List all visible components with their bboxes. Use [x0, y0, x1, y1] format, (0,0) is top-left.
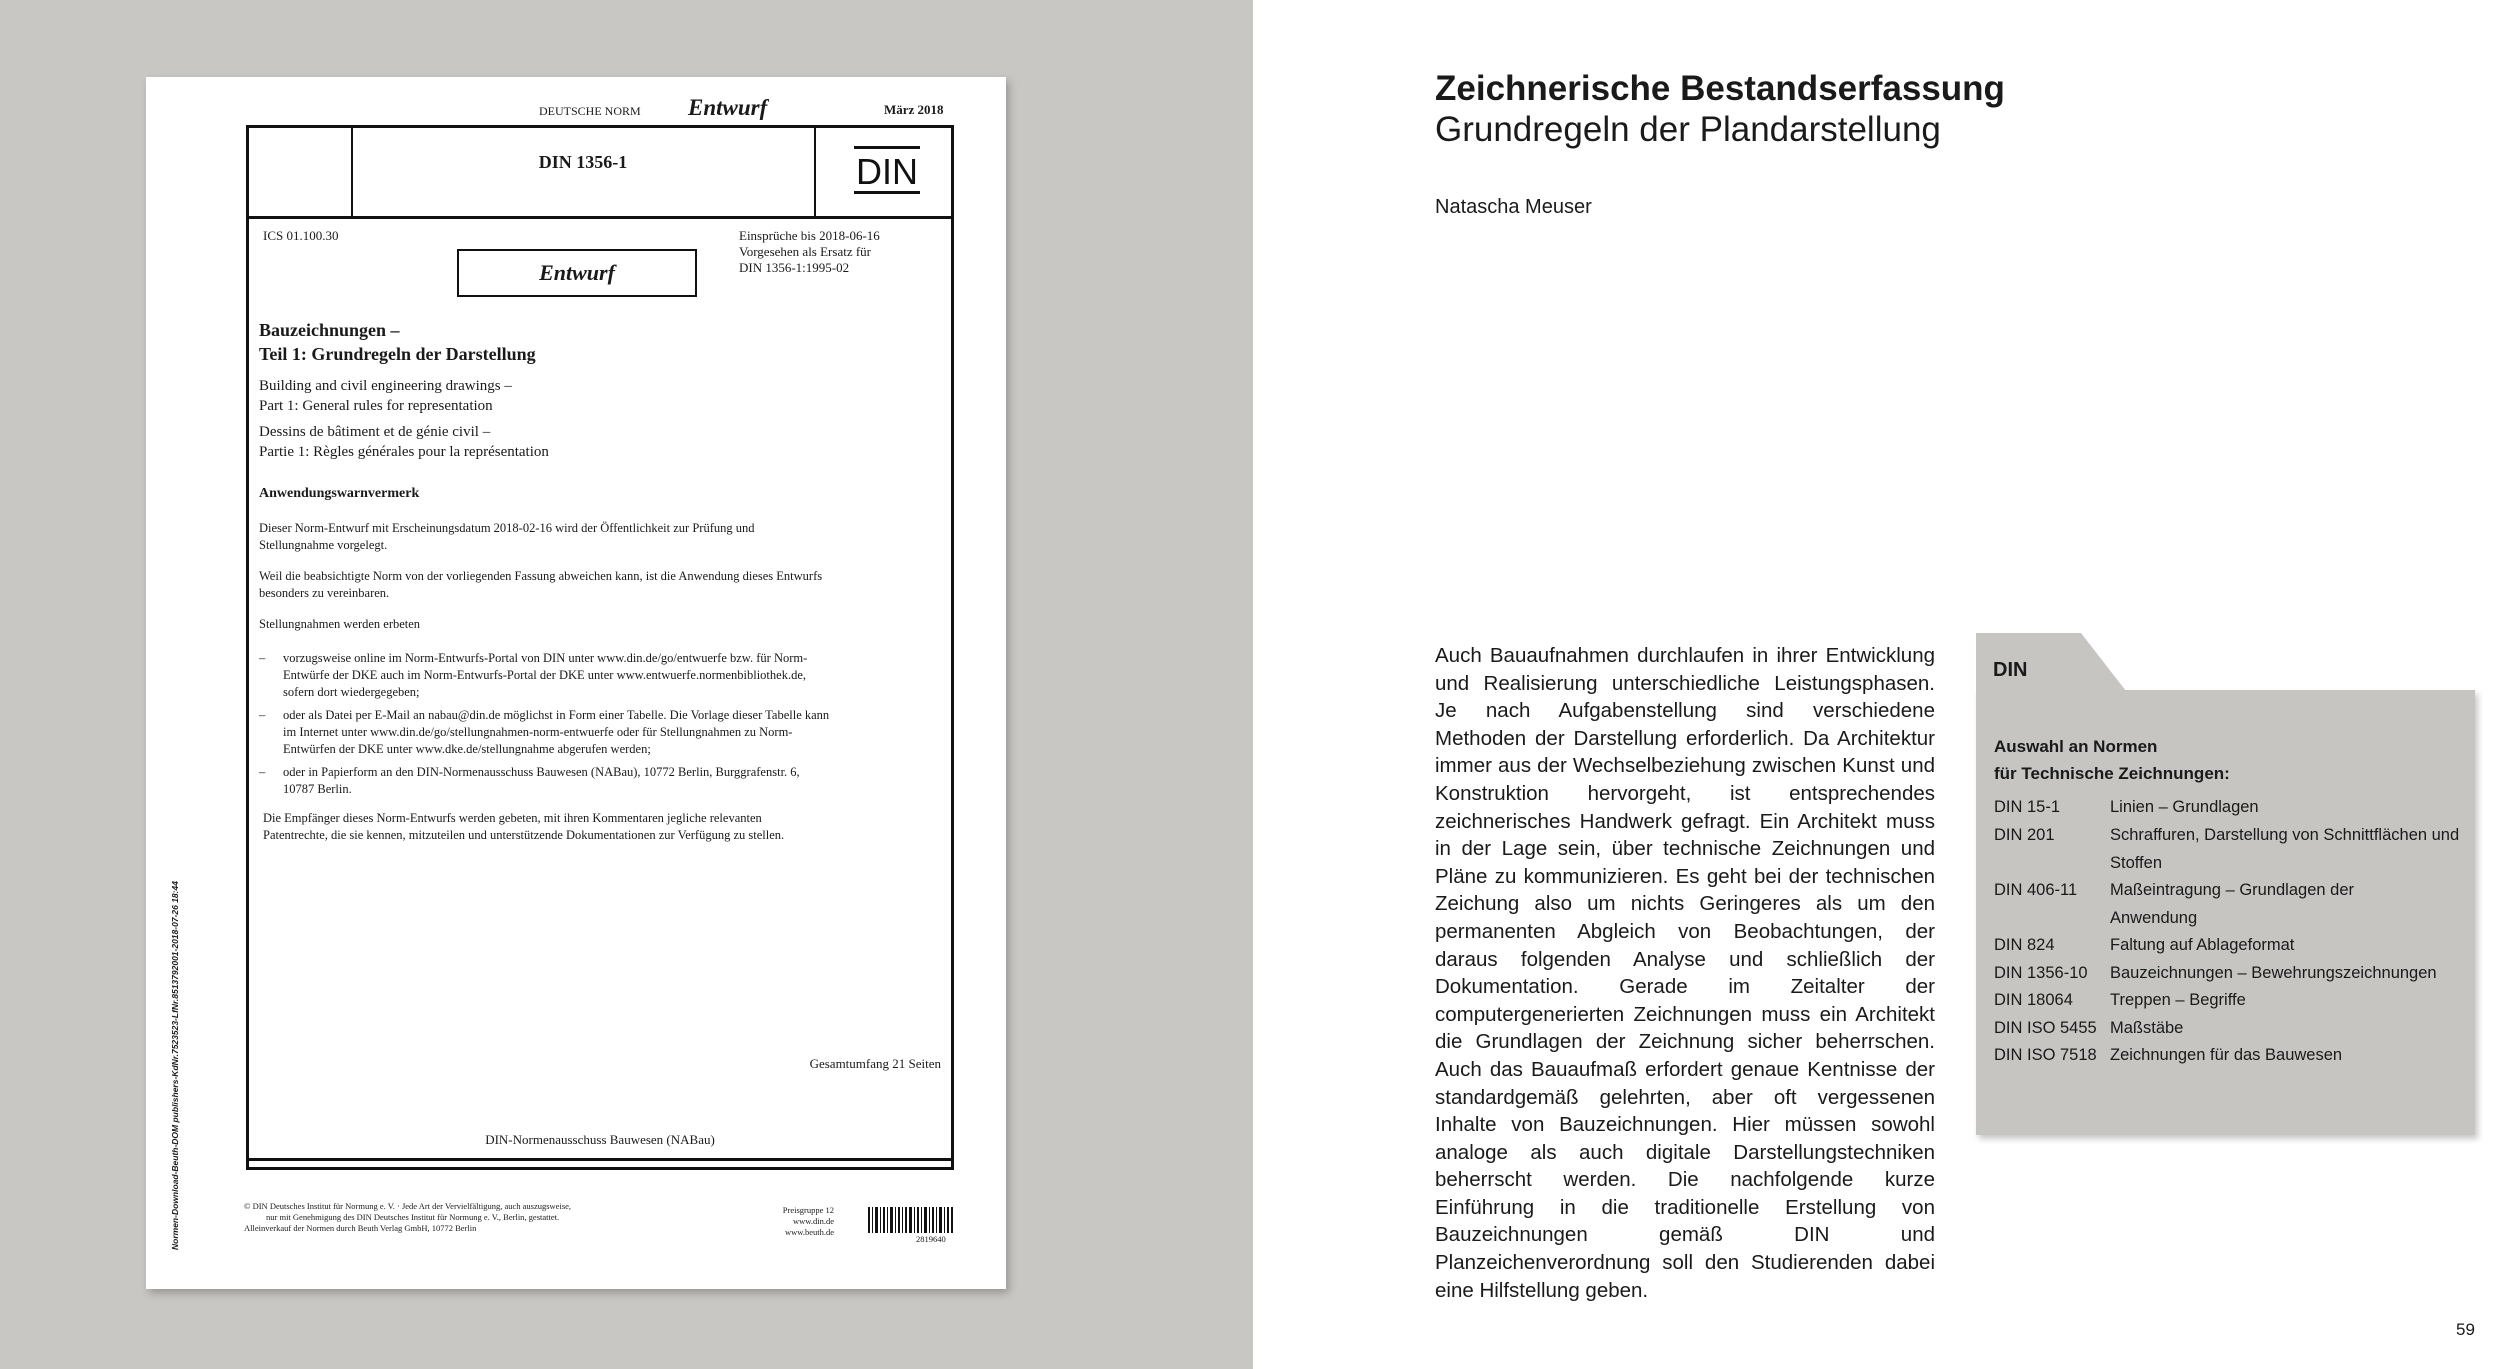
page-count: Gesamtumfang 21 Seiten: [809, 1056, 941, 1071]
header-cell-empty: [249, 128, 353, 216]
warning-paragraph-3: Stellungnahmen werden erbeten: [259, 617, 421, 631]
norm-code: DIN 824: [1994, 936, 2055, 954]
text-line: Dieser Norm-Entwurf mit Erscheinungsdatum 2018-02-16 wird der Öffentlichkeit zur Prüfung und: [259, 521, 755, 535]
text-line: © DIN Deutsches Institut für Normung e. V. · Jede Art der Vervielfältigung, auch auszugsweise,: [244, 1201, 572, 1211]
text-line: Entwürfen der DKE unter www.dke.de/stellungnahme abgerufen werden;: [283, 742, 651, 756]
vertical-download-note: Normen-Download-Beuth-DOM publishers-KdNr.7523523-LfNr.8513792001-2018-07-26 18:44: [170, 881, 180, 1250]
price-group: [724, 1205, 834, 1238]
text-line: besonders zu vereinbaren.: [259, 586, 390, 600]
norm-desc: Schraffuren, Darstellung von Schnittflächen und Stoffen: [2110, 826, 2460, 872]
din-number: DIN 1356-1: [538, 152, 628, 172]
page-number: 59: [2456, 1320, 2475, 1339]
norm-code: DIN 406-11: [1994, 881, 2078, 899]
header-row: [249, 128, 951, 219]
text-line: vorzugsweise online im Norm-Entwurfs-Portal von DIN unter www.din.de/go/entwuerfe bzw. für Norm-: [283, 651, 808, 665]
text-line: für Technische Zeichnungen:: [1994, 764, 2230, 783]
din-logo-text: DIN: [856, 151, 918, 192]
text-line: www.din.de: [793, 1216, 834, 1226]
norm-code: DIN 18064: [1994, 991, 2073, 1009]
warning-paragraph-4: [263, 810, 943, 844]
din-card-subtitle: [1994, 733, 2230, 787]
text-line: Entwürfe der DKE auch im Norm-Entwurfs-Portal der DKE unter www.entwuerfe.normenbibliothek.de,: [283, 668, 806, 682]
norm-desc: Treppen – Begriffe: [2110, 991, 2246, 1009]
norm-desc: Linien – Grundlagen: [2110, 798, 2259, 816]
einspruch-block: [739, 228, 880, 276]
header-cell-logo: [814, 128, 953, 216]
text-line: 10787 Berlin.: [283, 782, 352, 796]
norm-desc: Maßeintragung – Grundlagen der Anwendung: [2110, 881, 2354, 927]
text-line: nur mit Genehmigung des DIN Deutsches Institut für Normung e. V., Berlin, gestattet.: [266, 1212, 560, 1222]
norm-desc: Bauzeichnungen – Bewehrungszeichnungen: [2110, 964, 2437, 982]
title-english: [259, 376, 512, 416]
norm-desc: Zeichnungen für das Bauwesen: [2110, 1046, 2343, 1064]
bullet-text: [283, 650, 933, 701]
article-author: Natascha Meuser: [1435, 196, 1592, 218]
norm-code: DIN 1356-10: [1994, 964, 2088, 982]
din-logo-icon: [854, 146, 920, 194]
ics-number: ICS 01.100.30: [263, 228, 339, 243]
norm-desc: Maßstäbe: [2110, 1019, 2184, 1037]
barcode-number: 2819640: [916, 1234, 946, 1244]
norm-code: DIN 201: [1994, 826, 2055, 844]
einspruch-line: Vorgesehen als Ersatz für: [739, 244, 872, 259]
einspruch-line: DIN 1356-1:1995-02: [739, 260, 850, 275]
text-line: www.beuth.de: [784, 1227, 834, 1237]
text-line: oder in Papierform an den DIN-Normenausschuss Bauwesen (NABau), 10772 Berlin, Burggrafenstr. 6,: [283, 765, 800, 779]
text-line: Stellungnahme vorgelegt.: [259, 538, 388, 552]
article-body: Auch Bauaufnahmen durchlaufen in ihrer Entwicklung und Realisierung unterschiedliche Leistungsphasen. Je nach Aufgabenstellung sind verschiedene Methoden der Darstellung erforderlich. Da Architektur immer aus der Wechselbeziehung zwischen Kunst und Konstruktion hervorgeht, ist entsprechendes zeichnerisches Handwerk gefragt. Ein Architekt muss in der Lage sein, über technische Zeichnungen und Pläne zu kommunizieren. Es geht bei der technischen Zeichung also um nichts Geringeres als um den permanenten Abgleich von Beobachtungen, der daraus folgenden Analyse und schließlich der Dokumentation. Gerade im Zeitalter der computergenerierten Zeichnungen muss ein Architekt die Grundlagen der Zeichnung sicher beherrschen. Auch das Bauaufmaß erfordert genaue Kentnisse der standardgemäß gelehrten, aber oft vergessenen Inhalte von Bauzeichnungen. Hier müssen sowohl analoge als auch digitale Darstellungstechniken beherrscht werden. Die nachfolgende kurze Einführung in die traditionelle Erstellung von Bauzeichnungen gemäß DIN und Planzeichenverordnung soll den Studierenden dabei eine Hilfstellung geben.: [1435, 644, 1935, 1302]
deutsche-norm-label: DEUTSCHE NORM: [539, 104, 641, 118]
warning-paragraph-1: [259, 520, 939, 554]
text-line: sofern dort wiedergegeben;: [283, 685, 420, 699]
barcode-icon: [868, 1207, 954, 1233]
text-line: Patentrechte, die sie kennen, mitzuteilen und unterstützende Dokumentationen zur Verfügung zu stellen.: [263, 828, 785, 842]
title-german-line: Bauzeichnungen –: [259, 320, 400, 340]
text-line: Preisgruppe 12: [782, 1205, 834, 1215]
bullet-dash: –: [259, 765, 266, 779]
norm-desc: Faltung auf Ablageformat: [2110, 936, 2295, 954]
din-card-tab-label: DIN: [1993, 659, 2028, 681]
bullet-text: [283, 764, 933, 798]
text-line: oder als Datei per E-Mail an nabau@din.de möglichst in Form einer Tabelle. Die Vorlage dieser Tabelle kann: [283, 708, 830, 722]
title-english-line: Part 1: General rules for representation: [259, 398, 493, 414]
warning-heading: Anwendungswarnvermerk: [259, 486, 420, 501]
bullet-text: [283, 707, 933, 758]
sheet-frame: [246, 125, 954, 1170]
committee-name: DIN-Normenausschuss Bauwesen (NABau): [485, 1132, 715, 1147]
article-subtitle: Grundregeln der Plandarstellung: [1435, 110, 1941, 149]
title-german: [259, 318, 536, 366]
article-title: Zeichnerische Bestandserfassung: [1435, 69, 2005, 108]
title-french-line: Dessins de bâtiment et de génie civil –: [259, 424, 491, 440]
text-line: Alleinverkauf der Normen durch Beuth Verlag GmbH, 10772 Berlin: [244, 1223, 477, 1233]
title-french-line: Partie 1: Règles générales pour la représentation: [259, 444, 549, 460]
text-line: Die Empfänger dieses Norm-Entwurfs werden gebeten, mit ihren Kommentaren jegliche relevanten: [263, 811, 762, 825]
text-line: Auswahl an Normen: [1994, 737, 2158, 756]
entwurf-box: Entwurf: [457, 249, 697, 297]
title-german-line: Teil 1: Grundregeln der Darstellung: [259, 344, 536, 364]
text-line: Weil die beabsichtigte Norm von der vorliegenden Fassung abweichen kann, ist die Anwendung dieses Entwurfs: [259, 569, 823, 583]
title-english-line: Building and civil engineering drawings –: [259, 378, 512, 394]
title-french: [259, 422, 549, 462]
text-line: im Internet unter www.din.de/go/stellungnahmen-norm-entwuerfe oder für Stellungnahmen zu Norm-: [283, 725, 793, 739]
issue-date: März 2018: [884, 102, 944, 117]
norm-code: DIN ISO 7518: [1994, 1046, 2097, 1064]
din-cover-sheet: [146, 77, 1006, 1289]
entwurf-header: Entwurf: [688, 95, 768, 120]
einspruch-line: Einsprüche bis 2018-06-16: [739, 228, 880, 243]
warning-paragraph-2: [259, 568, 939, 602]
norm-code: DIN 15-1: [1994, 798, 2061, 816]
copyright-notice: [244, 1201, 571, 1234]
bullet-dash: –: [259, 651, 266, 665]
norm-code: DIN ISO 5455: [1994, 1019, 2097, 1037]
footer-rule: [249, 1158, 951, 1161]
bullet-dash: –: [259, 708, 266, 722]
